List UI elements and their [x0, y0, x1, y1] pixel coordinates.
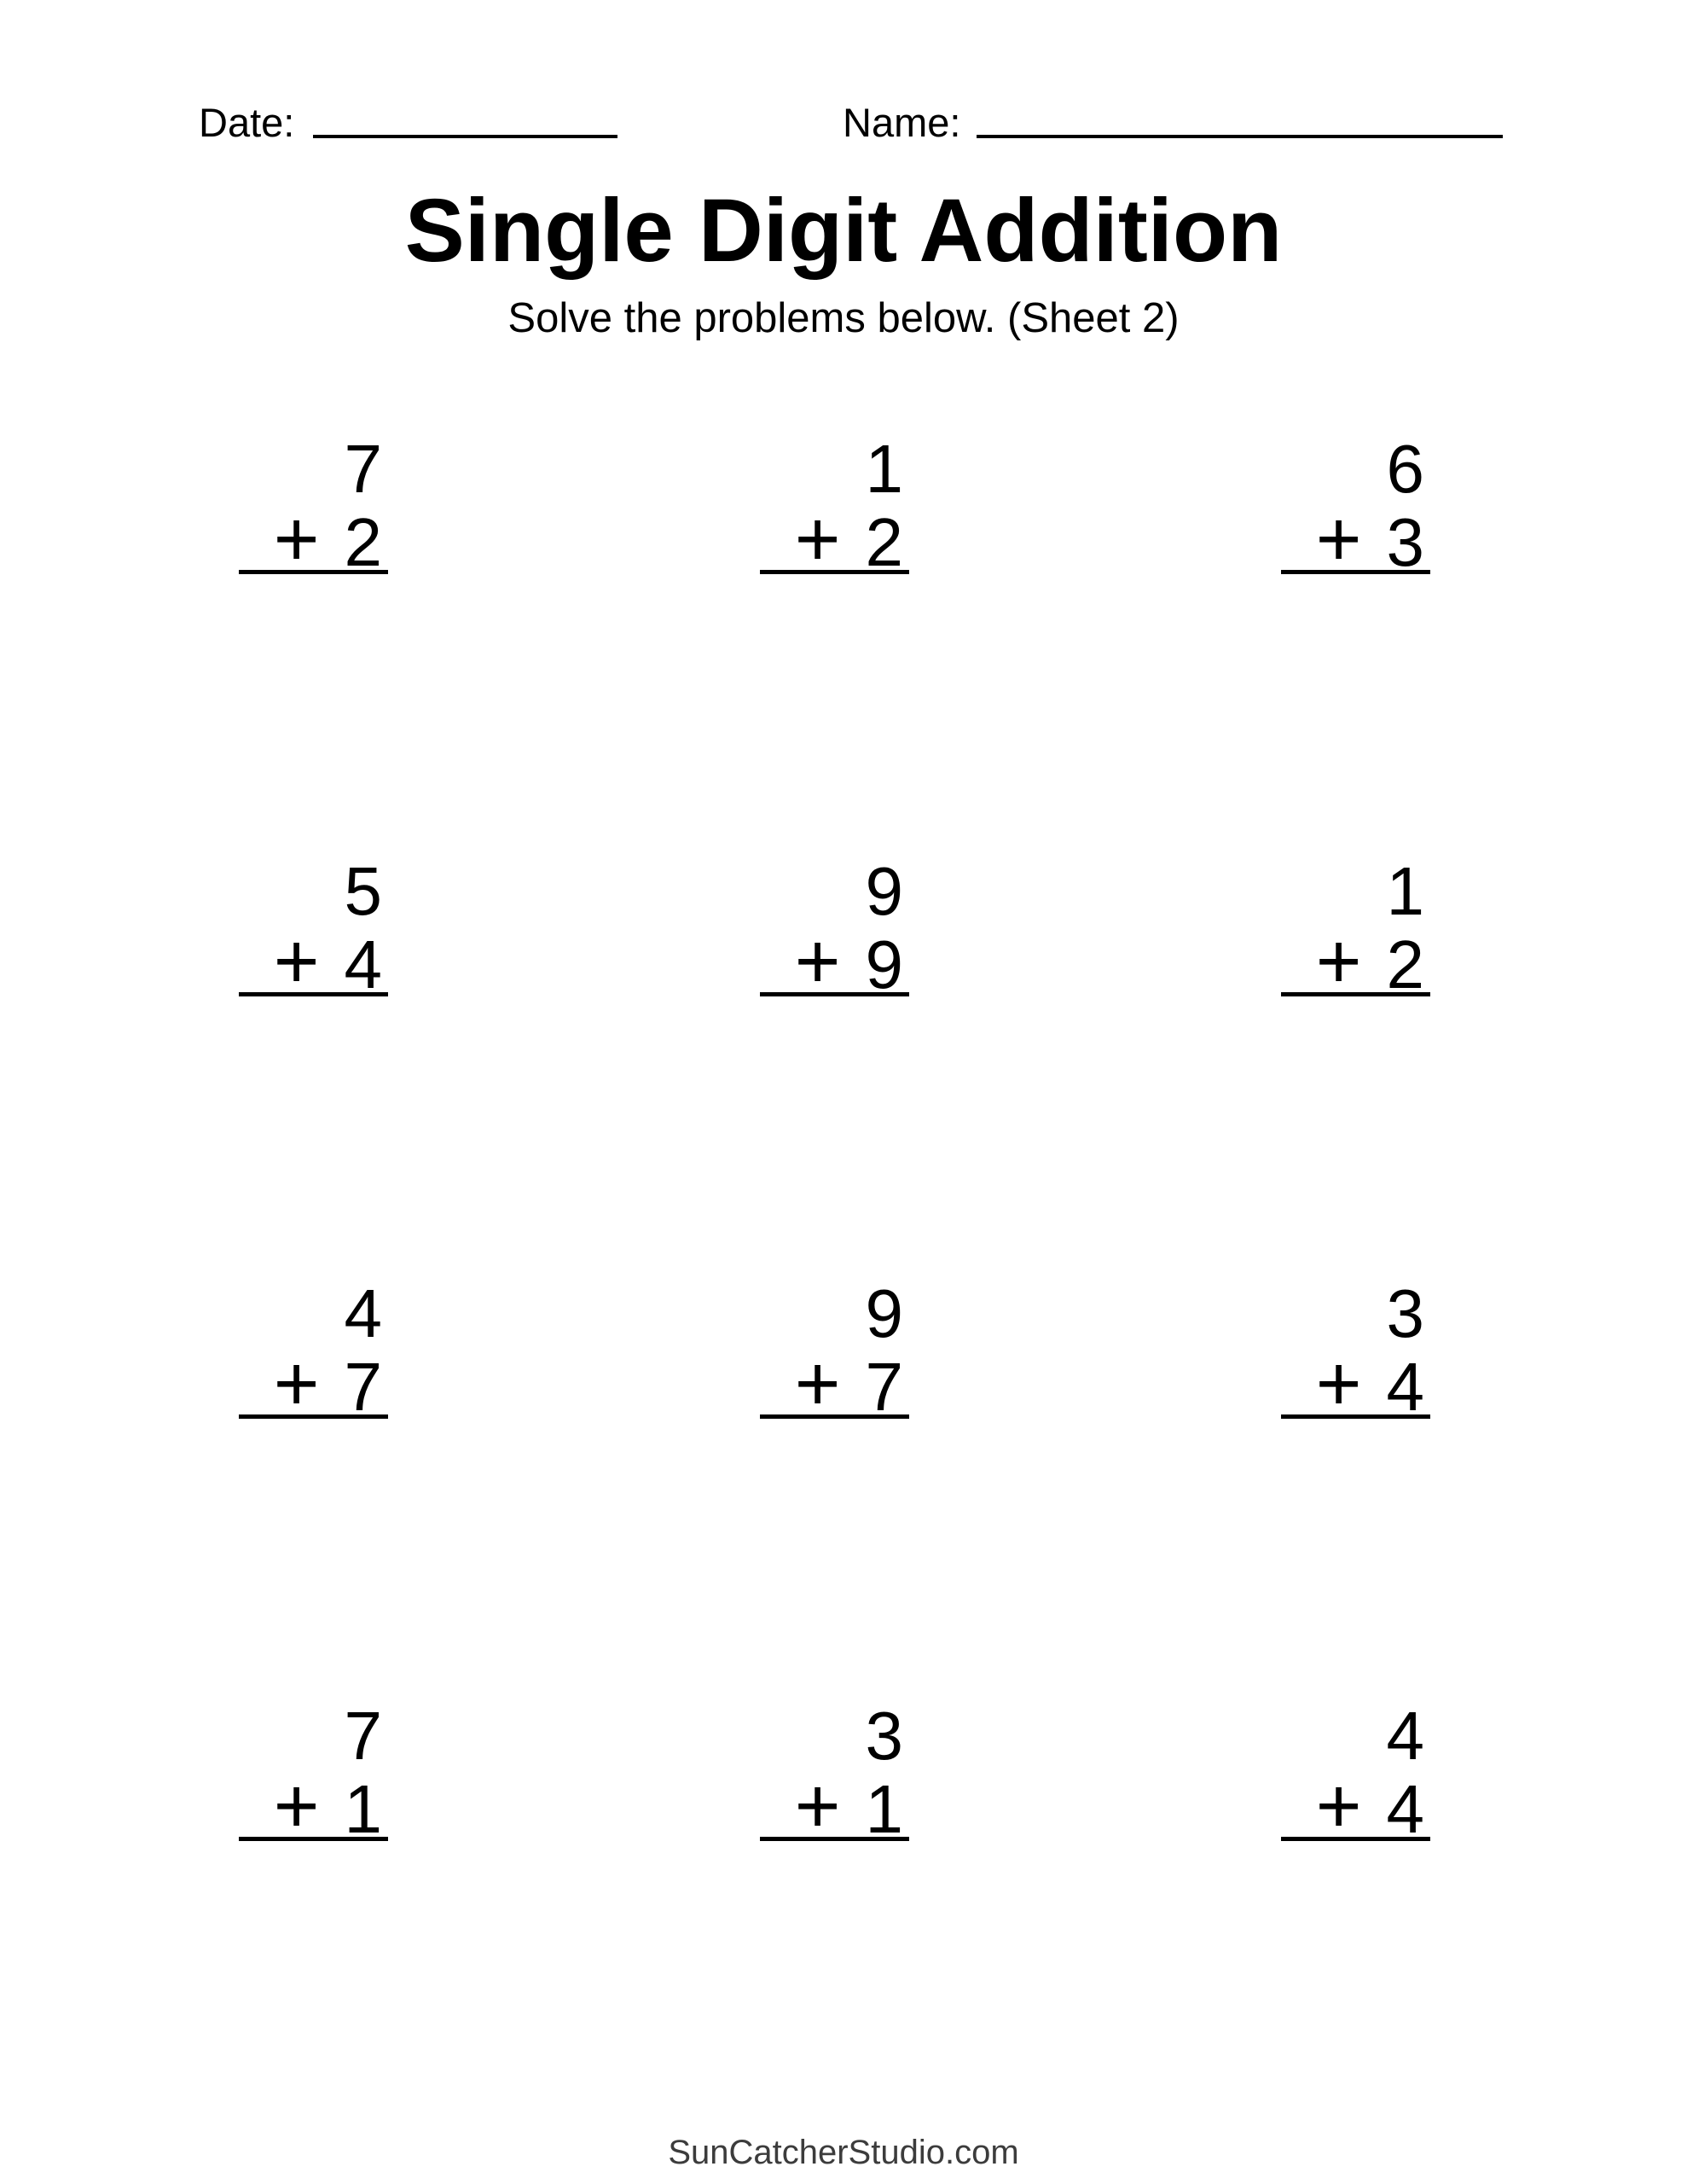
bottom-row	[239, 1340, 388, 1427]
addition-problem	[1281, 853, 1430, 1005]
top-addend: 9	[865, 1275, 903, 1351]
addition-problem	[1281, 1275, 1430, 1427]
bottom-addend: 3	[1386, 504, 1424, 580]
bottom-addend: 4	[1386, 1771, 1424, 1847]
plus-operator: +	[1315, 918, 1362, 1005]
bottom-addend: 7	[344, 1349, 382, 1425]
plus-operator: +	[794, 1763, 841, 1850]
bottom-addend: 2	[344, 504, 382, 580]
addition-problem	[760, 853, 909, 1005]
addition-problem	[239, 853, 388, 1005]
bottom-row	[1281, 1763, 1430, 1850]
addition-problem	[1281, 431, 1430, 583]
bottom-row	[760, 918, 909, 1005]
bottom-addend: 1	[344, 1771, 382, 1847]
bottom-addend: 7	[865, 1349, 903, 1425]
date-label: Date:	[199, 100, 295, 145]
plus-operator: +	[1315, 1763, 1362, 1850]
bottom-row	[1281, 496, 1430, 583]
plus-operator: +	[794, 496, 841, 583]
worksheet-title: Single Digit Addition	[404, 181, 1283, 281]
bottom-row	[760, 1340, 909, 1427]
name-label: Name:	[843, 100, 961, 145]
addition-problem	[1281, 1698, 1430, 1850]
top-addend: 7	[344, 431, 382, 507]
plus-operator: +	[794, 918, 841, 1005]
bottom-addend: 1	[865, 1771, 903, 1847]
plus-operator: +	[1315, 496, 1362, 583]
addition-problem	[239, 1698, 388, 1850]
bottom-addend: 4	[1386, 1349, 1424, 1425]
bottom-row	[239, 496, 388, 583]
bottom-row	[239, 1763, 388, 1850]
bottom-row	[1281, 1340, 1430, 1427]
top-addend: 3	[1386, 1275, 1424, 1351]
bottom-addend: 2	[1386, 926, 1424, 1002]
bottom-addend: 9	[865, 926, 903, 1002]
addition-problem	[760, 431, 909, 583]
worksheet-instructions: Solve the problems below. (Sheet 2)	[507, 295, 1180, 341]
top-addend: 5	[344, 853, 382, 929]
plus-operator: +	[273, 1763, 320, 1850]
bottom-row	[760, 1763, 909, 1850]
addition-problem	[760, 1275, 909, 1427]
top-addend: 9	[865, 853, 903, 929]
plus-operator: +	[273, 918, 320, 1005]
bottom-addend: 2	[865, 504, 903, 580]
date-blank-line	[313, 135, 617, 138]
bottom-row	[239, 918, 388, 1005]
addition-problem	[760, 1698, 909, 1850]
top-addend: 1	[865, 431, 903, 507]
top-addend: 4	[1386, 1698, 1424, 1774]
top-addend: 1	[1386, 853, 1424, 929]
bottom-row	[760, 496, 909, 583]
name-blank-line	[977, 135, 1503, 138]
addition-problem	[239, 431, 388, 583]
bottom-addend: 4	[344, 926, 382, 1002]
footer-credit: SunCatcherStudio.com	[668, 2134, 1019, 2171]
top-addend: 7	[344, 1698, 382, 1774]
top-addend: 3	[865, 1698, 903, 1774]
plus-operator: +	[273, 496, 320, 583]
plus-operator: +	[1315, 1340, 1362, 1427]
plus-operator: +	[794, 1340, 841, 1427]
bottom-row	[1281, 918, 1430, 1005]
addition-problem	[239, 1275, 388, 1427]
top-addend: 4	[344, 1275, 382, 1351]
plus-operator: +	[273, 1340, 320, 1427]
top-addend: 6	[1386, 431, 1424, 507]
